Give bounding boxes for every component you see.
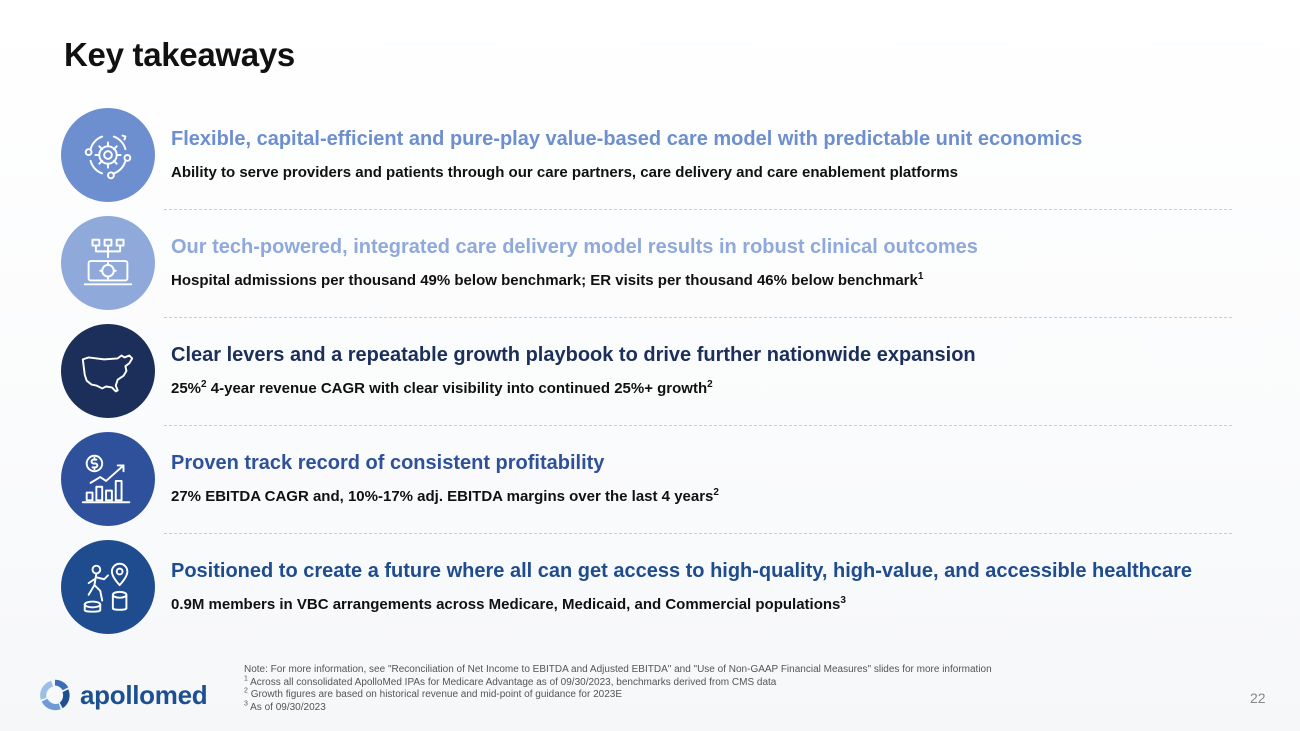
- page-title: Key takeaways: [64, 36, 295, 73]
- footnote-ref: 2: [707, 379, 713, 390]
- takeaway-text: Hospital admissions per thousand 49% below benchmark; ER visits per thousand 46% below benchmark$^1$: [171, 271, 924, 289]
- takeaway-row-1: [60, 108, 1232, 216]
- takeaway-text: 25%$^2$ 4-year revenue CAGR with clear visibility into continued 25%+ growth$^2$: [171, 379, 713, 397]
- footnote-2: $^2$ Growth figures are based on historical revenue and mid-point of guidance for 2023E: [244, 687, 623, 700]
- footnote-3: $^3$ As of 09/30/2023: [244, 700, 326, 713]
- divider: [164, 425, 1232, 426]
- divider: [164, 317, 1232, 318]
- footnote-ref: 2: [713, 487, 719, 498]
- takeaway-row-5: [60, 540, 1232, 648]
- takeaway-text: 0.9M members in VBC arrangements across Medicare, Medicaid, and Commercial populations$^3$: [171, 595, 846, 613]
- apollomed-logo: [36, 676, 207, 714]
- footnote-ref: 1: [917, 271, 924, 282]
- note-line: Note: For more information, see "Reconciliation of Net Income to EBITDA and Adjusted EBITDA" and "Use of Non-GAAP Financial Measures" slides for more information: [244, 664, 992, 675]
- takeaway-row-4: [60, 432, 1232, 540]
- footnote-ref: 3: [840, 595, 846, 606]
- us-map-icon: [61, 324, 155, 418]
- takeaway-heading: Proven track record of consistent profitability: [171, 452, 605, 474]
- apollomed-logo-mark-icon: [36, 676, 74, 714]
- takeaway-row-3: [60, 324, 1232, 432]
- climbing-coins-icon: [61, 540, 155, 634]
- gear-cycle-icon: [61, 108, 155, 202]
- takeaway-text: Ability to serve providers and patients through our care partners, care delivery and care enablement platforms: [171, 164, 958, 181]
- footnote-1: $^1$ Across all consolidated ApolloMed IPAs for Medicare Advantage as of 09/30/2023, benchmarks derived from CMS data: [244, 675, 777, 688]
- takeaway-heading: Positioned to create a future where all can get access to high-quality, high-value, and accessible healthcare: [171, 560, 1193, 582]
- footnotes: [244, 664, 992, 714]
- takeaway-heading: Clear levers and a repeatable growth playbook to drive further nationwide expansion: [171, 344, 976, 366]
- divider: [164, 209, 1232, 210]
- takeaway-heading: Flexible, capital-efficient and pure-play value-based care model with predictable unit economics: [171, 128, 1083, 150]
- page-number: 22: [1250, 690, 1266, 706]
- divider: [164, 533, 1232, 534]
- laptop-network-icon: [61, 216, 155, 310]
- takeaway-heading: Our tech-powered, integrated care delivery model results in robust clinical outcomes: [171, 236, 978, 258]
- footnote-ref: 2: [201, 379, 207, 390]
- logo-text: apollomed: [80, 679, 208, 710]
- growth-chart-icon: [61, 432, 155, 526]
- takeaway-text: 27% EBITDA CAGR and, 10%-17% adj. EBITDA margins over the last 4 years$^2$: [171, 487, 719, 505]
- takeaway-row-2: [60, 216, 1232, 324]
